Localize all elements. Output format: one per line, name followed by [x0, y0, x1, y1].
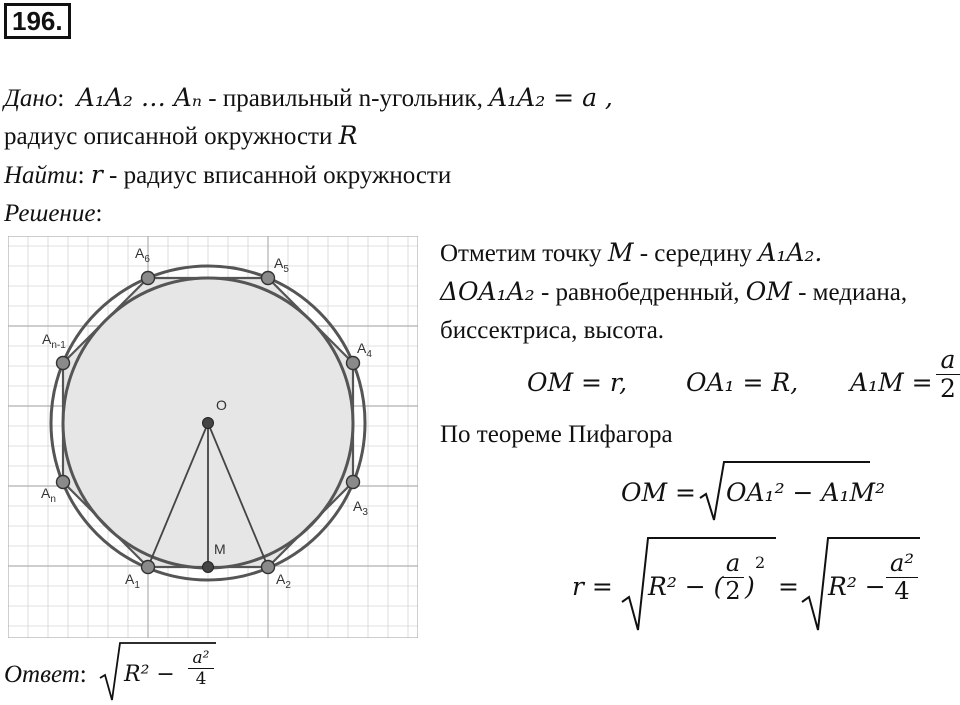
label-A5: $A_5$: [274, 255, 289, 275]
fraction-a-over-2: [936, 346, 960, 403]
eq-OM-r: OM = r,: [527, 368, 628, 397]
step-2-text-b: - медиана,: [791, 279, 908, 306]
frac-inner-den: 2: [722, 577, 744, 605]
colon: :: [57, 85, 65, 112]
solution-label: Решение: [4, 200, 96, 227]
label-O: O: [216, 397, 227, 413]
step-1-text-b: - середину: [633, 240, 759, 267]
eq-OA1-R: OA₁ = R,: [686, 368, 799, 397]
point-O: [203, 418, 214, 429]
vertex-A6: [142, 272, 155, 285]
label-A2: $A_2$: [276, 571, 291, 591]
frac-a2-den: 4: [886, 577, 918, 605]
eq-equals: =: [778, 572, 799, 601]
label-A3: $A_3$: [353, 498, 368, 518]
segment-A1A2: A₁A₂.: [758, 238, 823, 267]
answer-frac-num: a²: [192, 648, 210, 668]
label-A1: $A_1$: [125, 571, 140, 591]
eq-A1M-lhs: A₁M =: [850, 368, 933, 397]
frac-denominator: 2: [936, 374, 960, 403]
side-equation: A₁A₂ = a ,: [489, 83, 613, 112]
vertex-A3: [347, 476, 360, 489]
find-label: Найти: [4, 162, 78, 189]
frac-a2-num: a²: [890, 549, 914, 577]
circumradius-symbol: R: [338, 121, 358, 150]
polygon-figure: [6, 234, 420, 640]
given-text-2: радиус описанной окружности: [4, 123, 339, 150]
given-line-1: [4, 83, 613, 114]
frac-inner-num: a: [725, 549, 741, 577]
inradius-symbol: r: [90, 160, 103, 189]
answer-frac-den: 4: [188, 668, 214, 689]
eq-A1M: [850, 368, 933, 398]
step-1-text: Отметим точку: [440, 240, 608, 267]
close-paren: ): [745, 572, 755, 601]
step-2: [440, 277, 907, 308]
step-2-text: - равнобедренный,: [534, 279, 746, 306]
pythagoras-line: По теореме Пифагора: [440, 421, 673, 448]
fraction-a-over-2-inner: [722, 550, 744, 605]
answer-line: [4, 660, 87, 690]
find-text: - радиус вписанной окружности: [102, 162, 452, 189]
answer-label: Ответ: [4, 661, 80, 688]
given-line-2: [4, 121, 357, 152]
square-exponent: 2: [755, 553, 766, 572]
vertex-A5: [262, 272, 275, 285]
solution-line: [4, 199, 102, 229]
fraction-a2-over-4: [886, 550, 918, 605]
vertex-An-1: [57, 357, 70, 370]
label-M: M: [214, 541, 226, 557]
label-An: $A_n$: [41, 485, 56, 505]
polygon-name: A₁A₂ … Aₙ: [76, 83, 202, 112]
label-An-1: $A_{n-1}$: [42, 331, 66, 351]
eq-OM-radicand: OA₁² − A₁M²: [726, 478, 886, 507]
label-A4: $A_4$: [357, 340, 372, 360]
answer-fraction: [188, 648, 214, 689]
step-1: [440, 238, 822, 269]
label-A6: $A_6$: [135, 245, 150, 265]
eq-r-radicand-2: R² −: [828, 572, 886, 601]
radicand-start: R² − (: [648, 572, 724, 601]
colon: :: [79, 661, 87, 688]
given-label: Дано: [4, 85, 58, 112]
eq-r-lhs: r =: [572, 572, 613, 601]
frac-numerator: a: [940, 345, 956, 374]
vertex-A4: [347, 357, 360, 370]
triangle-symbol: ΔOA₁A₂: [440, 277, 535, 306]
colon: :: [95, 200, 103, 227]
step-3: биссектриса, высота.: [440, 317, 665, 344]
vertex-A2: [262, 561, 275, 574]
eq-OM-lhs: OM =: [621, 478, 696, 507]
find-line: [4, 160, 451, 191]
problem-number: 196.: [4, 3, 71, 39]
point-M: [203, 562, 214, 573]
colon: :: [77, 162, 85, 189]
vertex-An: [57, 476, 70, 489]
point-M-symbol: M: [607, 238, 634, 267]
vertex-A1: [142, 561, 155, 574]
OM-symbol: OM: [745, 277, 792, 306]
eq-r-radicand-1: [648, 572, 723, 602]
given-text-1: - правильный n-угольник,: [202, 85, 490, 112]
answer-radicand: R² −: [124, 662, 175, 687]
